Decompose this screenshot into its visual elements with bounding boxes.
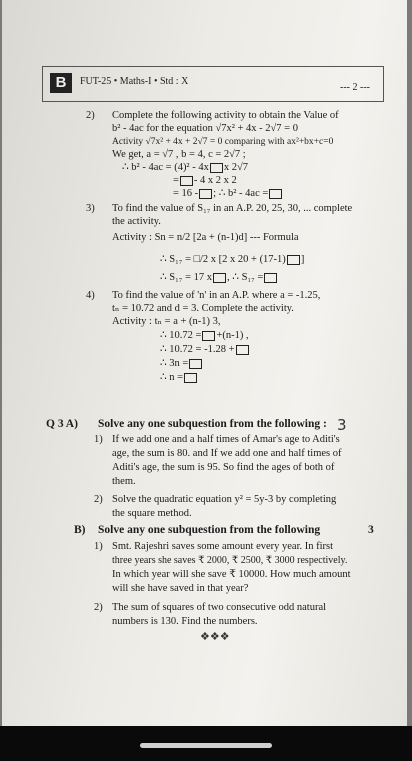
b1-line: will she have saved in that year? xyxy=(112,583,249,594)
a1-line: If we add one and a half times of Amar's age to Aditi's xyxy=(112,434,340,445)
q4-line: Activity : tₙ = a + (n-1) 3, xyxy=(112,316,221,327)
a1-line: Aditi's age, the sum is 95. So find the ages of both of xyxy=(112,462,335,473)
end-mark: ❖❖❖ xyxy=(200,631,230,643)
q2-number: 2) xyxy=(86,110,95,121)
section-a-title: Solve any one subquestion from the following : xyxy=(98,418,327,430)
b1-line: Smt. Rajeshri saves some amount every year. In first xyxy=(112,541,334,552)
q4-number: 4) xyxy=(86,290,95,301)
blank-box[interactable] xyxy=(236,345,249,355)
q2-line: = 16 - ; ∴ b² - 4ac = xyxy=(173,188,283,200)
q2-line: Activity √7x² + 4x + 2√7 = 0 comparing with ax²+bx+c=0 xyxy=(112,137,334,147)
q2-line: ∴ b² - 4ac = (4)² - 4x x 2√7 xyxy=(122,162,248,173)
q2-line: b² - 4ac for the equation √7x² + 4x - 2√7 = 0 xyxy=(112,123,298,134)
blank-box[interactable] xyxy=(202,331,215,341)
q3-number: 3) xyxy=(86,203,95,214)
blank-box[interactable] xyxy=(210,163,223,173)
page-number: --- 2 --- xyxy=(340,82,370,93)
b1-line: In which year will she save ₹ 10000. How much amount xyxy=(112,569,351,580)
a1-line: them. xyxy=(112,476,136,487)
q3-line: To find the value of S₁₇ in an A.P. 20, 25, 30, ... complete xyxy=(112,203,353,214)
section-b-label: B) xyxy=(74,524,86,536)
q3-line: the activity. xyxy=(112,216,161,227)
section-b-title: Solve any one subquestion from the following xyxy=(98,524,321,536)
blank-box[interactable] xyxy=(199,189,212,199)
q3-line: Activity : Sn = n/2 [2a + (n-1)d] --- Formula xyxy=(112,232,299,243)
b2-line: numbers is 130. Find the numbers. xyxy=(112,616,258,627)
b2-line: The sum of squares of two consecutive odd natural xyxy=(112,602,327,613)
b1-line: three years she saves ₹ 2000, ₹ 2500, ₹ 3000 respectively. xyxy=(112,555,348,566)
q4-line: ∴ 3n = xyxy=(160,358,203,370)
b2-number: 2) xyxy=(94,602,103,613)
q4-line: ∴ 10.72 = +(n-1) , xyxy=(160,330,249,341)
blank-box[interactable] xyxy=(213,273,226,283)
section-a-label: Q 3 A) xyxy=(46,418,78,430)
section-a-marks: 3 xyxy=(337,416,347,434)
q2-line: We get, a = √7 , b = 4, c = 2√7 ; xyxy=(112,149,246,160)
a2-number: 2) xyxy=(94,494,103,505)
blank-box[interactable] xyxy=(184,373,197,383)
a1-line: age, the sum is 80. and If we add one and half times of xyxy=(112,448,342,459)
q3-line: ∴ S₁₇ = 17 x , ∴ S₁₇ = xyxy=(160,272,278,284)
blank-box[interactable] xyxy=(189,359,202,369)
publisher-logo: B xyxy=(50,73,72,93)
a2-line: Solve the quadratic equation y² = 5y-3 by completing xyxy=(112,494,337,505)
q4-line: ∴ 10.72 = -1.28 + xyxy=(160,344,250,356)
a1-number: 1) xyxy=(94,434,103,445)
blank-box[interactable] xyxy=(287,255,300,265)
q2-line: Complete the following activity to obtain the Value of xyxy=(112,110,339,121)
q4-line: To find the value of 'n' in an A.P. where a = -1.25, xyxy=(112,290,321,301)
a2-line: the square method. xyxy=(112,508,192,519)
home-indicator[interactable] xyxy=(140,743,272,748)
blank-box[interactable] xyxy=(180,176,193,186)
q4-line: tₙ = 10.72 and d = 3. Complete the activity. xyxy=(112,303,294,314)
blank-box[interactable] xyxy=(264,273,277,283)
q2-line: = - 4 x 2 x 2 xyxy=(173,175,237,186)
section-b-marks: 3 xyxy=(368,524,374,536)
q3-line: ∴ S₁₇ = □/2 x [2 x 20 + (17-1) ] xyxy=(160,254,305,265)
blank-box[interactable] xyxy=(269,189,282,199)
b1-number: 1) xyxy=(94,541,103,552)
paper-title: FUT-25 • Maths-I • Std : X xyxy=(80,76,189,87)
q4-line: ∴ n = xyxy=(160,372,198,384)
